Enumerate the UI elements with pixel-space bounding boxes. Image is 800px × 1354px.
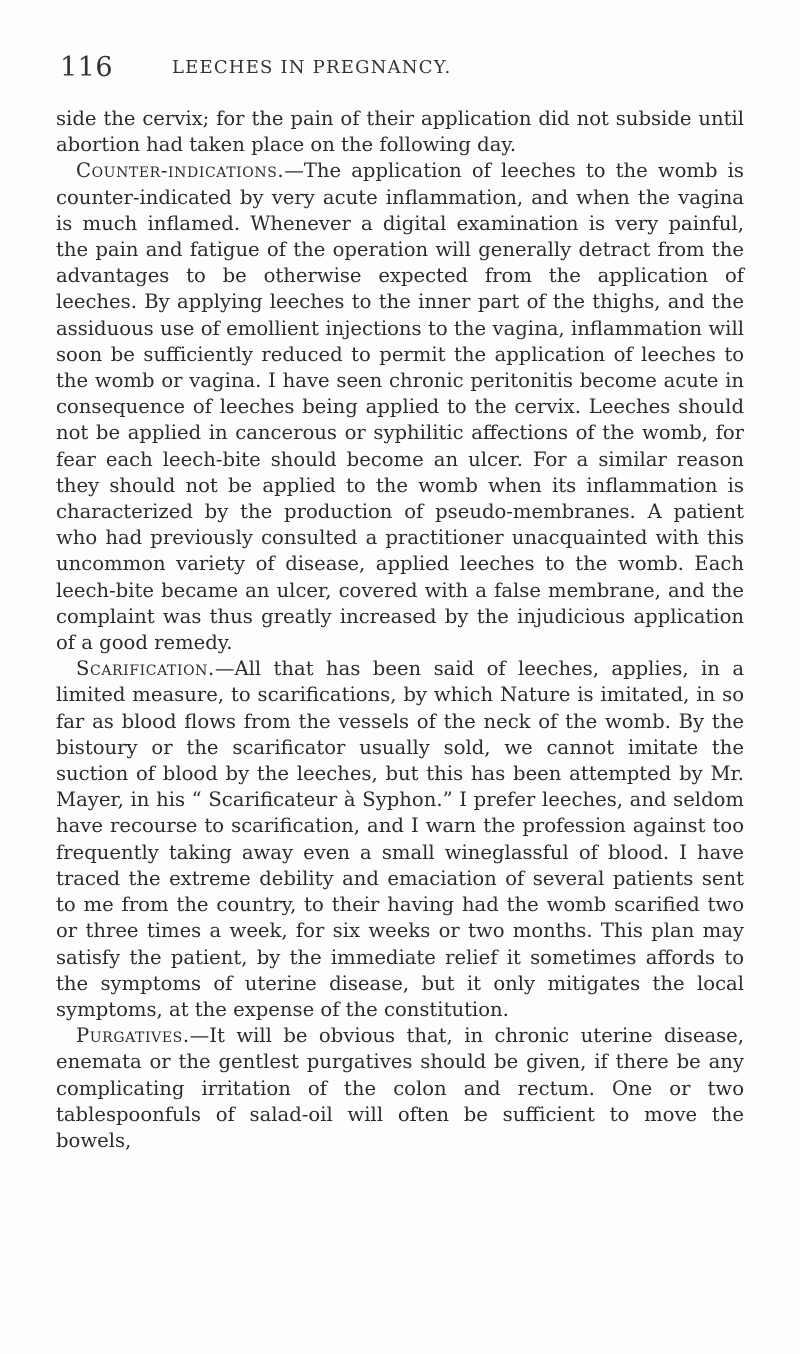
paragraph-purgatives <box>56 1023 744 1154</box>
paragraph-text: —The application of leeches to the womb is counter-indicated by very acute inflammation, and when the vagina is much inflamed. Whenever a digital examination is very painful, the pain and fatigue of the operation will generally detract from the advantages to be otherwise expected from the application of leeches. By applying leeches to the inner part of the thighs, and the assiduous use of emollient injections to the vagina, inflammation will soon be sufficiently reduced to permit the application of leeches to the womb or vagina. I have seen chronic peritonitis become acute in consequence of leeches being applied to the cervix. Leeches should not be applied in cancerous or syphilitic affections of the womb, for fear each leech-bite should become an ulcer. For a similar reason they should not be applied to the womb when its inflammation is characterized by the production of pseudo-membranes. A patient who had previously consulted a practitioner unacquainted with this uncommon variety of disease, applied leeches to the womb. Each leech-bite became an ulcer, covered with a false membrane, and the complaint was thus greatly increased by the injudicious application of a good remedy. <box>56 159 744 655</box>
paragraph-counter-indications <box>56 158 744 656</box>
section-heading: Scarification. <box>76 657 215 681</box>
paragraph-text: side the cervix; for the pain of their application did not subside until abortion had taken place on the following day. <box>56 107 744 157</box>
page-header <box>60 52 760 92</box>
page-number: 116 <box>60 52 114 83</box>
body-text <box>56 106 744 1154</box>
section-heading: Counter-indications. <box>76 159 285 183</box>
paragraph-text: —It will be obvious that, in chronic uterine disease, enemata or the gentlest purgatives should be given, if there be any complicating irritation of the colon and rectum. One or two tablespoonfuls of salad-oil will often be sufficient to move the bowels, <box>56 1024 744 1152</box>
paragraph-continuation <box>56 106 744 158</box>
running-head: LEECHES IN PREGNANCY. <box>172 57 452 78</box>
paragraph-text: —All that has been said of leeches, applies, in a limited measure, to scarifications, by which Nature is imitated, in so far as blood flows from the vessels of the neck of the womb. By the bistoury or the scarificator usually sold, we cannot imitate the suction of blood by the leeches, but this has been attempted by Mr. Mayer, in his “ Scarificateur à Syphon.” I prefer leeches, and seldom have recourse to scarification, and I warn the profession against too frequently taking away even a small wineglassful of blood. I have traced the extreme debility and emaciation of several patients sent to me from the country, to their having had the womb scarified two or three times a week, for six weeks or two months. This plan may satisfy the patient, by the immediate relief it sometimes affords to the symptoms of uterine disease, but it only mitigates the local symptoms, at the expense of the constitution. <box>56 657 744 1021</box>
section-heading: Purgatives. <box>76 1024 190 1048</box>
paragraph-scarification <box>56 656 744 1023</box>
